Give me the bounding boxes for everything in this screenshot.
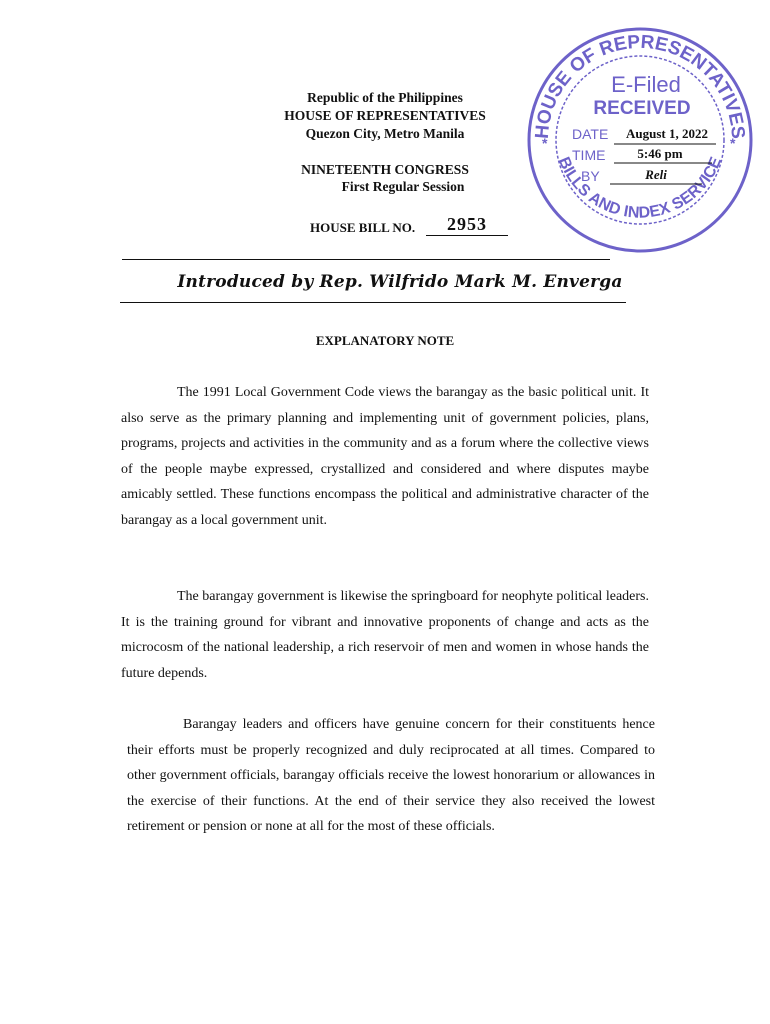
stamp-ring-top: HOUSE OF REPRESENTATIVES	[531, 31, 749, 140]
paragraph-1: The 1991 Local Government Code views the barangay as the basic political unit. It also serve as the primary planning and implementing unit of government policies, plans, programs, projects and activities in the community and as a forum where the collective views of the people maybe expressed, crystallized and considered and where disputes maybe amicably settled. These functions encompass the political and administrative character of the barangay as a local government unit.	[121, 385, 649, 528]
stamp-received: RECEIVED	[593, 98, 691, 119]
stamp-efiled: E-Filed	[611, 72, 681, 97]
paragraph-2: The barangay government is likewise the springboard for neophyte political leaders. It is the training ground for vibrant and innovative proponents of change and acts as the microcosm of the national leadership, a rich reservoir of men and women in whose hands the future depends.	[121, 589, 649, 681]
divider-top	[122, 259, 610, 260]
header-city: Quezon City, Metro Manila	[305, 126, 465, 141]
header-house: HOUSE OF REPRESENTATIVES	[284, 108, 486, 123]
received-stamp	[526, 26, 754, 254]
header-congress: NINETEENTH CONGRESS	[301, 162, 469, 177]
stamp-by-label: BY	[581, 168, 600, 184]
header-session: First Regular Session	[341, 179, 465, 194]
stamp-date-value: August 1, 2022	[626, 126, 708, 141]
stamp-star-right-icon: *	[730, 135, 736, 151]
divider-bottom	[120, 302, 626, 303]
stamp-ring-bottom: BILLS AND INDEX SERVICE	[554, 154, 726, 222]
introduced-by: Introduced by Rep. Wilfrido Mark M. Enverga	[177, 272, 623, 292]
stamp-time-value: 5:46 pm	[637, 146, 683, 161]
stamp-time-label: TIME	[572, 147, 606, 163]
stamp-date-label: DATE	[572, 126, 609, 142]
bill-number: 2953	[426, 213, 508, 236]
bill-label: HOUSE BILL NO.	[310, 220, 416, 235]
section-title: EXPLANATORY NOTE	[315, 333, 455, 348]
stamp-by-value: Reli	[645, 167, 667, 182]
stamp-star-left-icon: *	[542, 135, 548, 151]
paragraph-3: Barangay leaders and officers have genuine concern for their constituents hence their efforts must be properly recognized and duly reciprocated at all times. Compared to other government officials, barangay officials receive the lowest honorarium or allowances in the exercise of their functions. At the end of their service they also received the lowest retirement or pension or none at all for the most of these officials.	[127, 717, 655, 835]
header-republic: Republic of the Philippines	[307, 90, 463, 105]
